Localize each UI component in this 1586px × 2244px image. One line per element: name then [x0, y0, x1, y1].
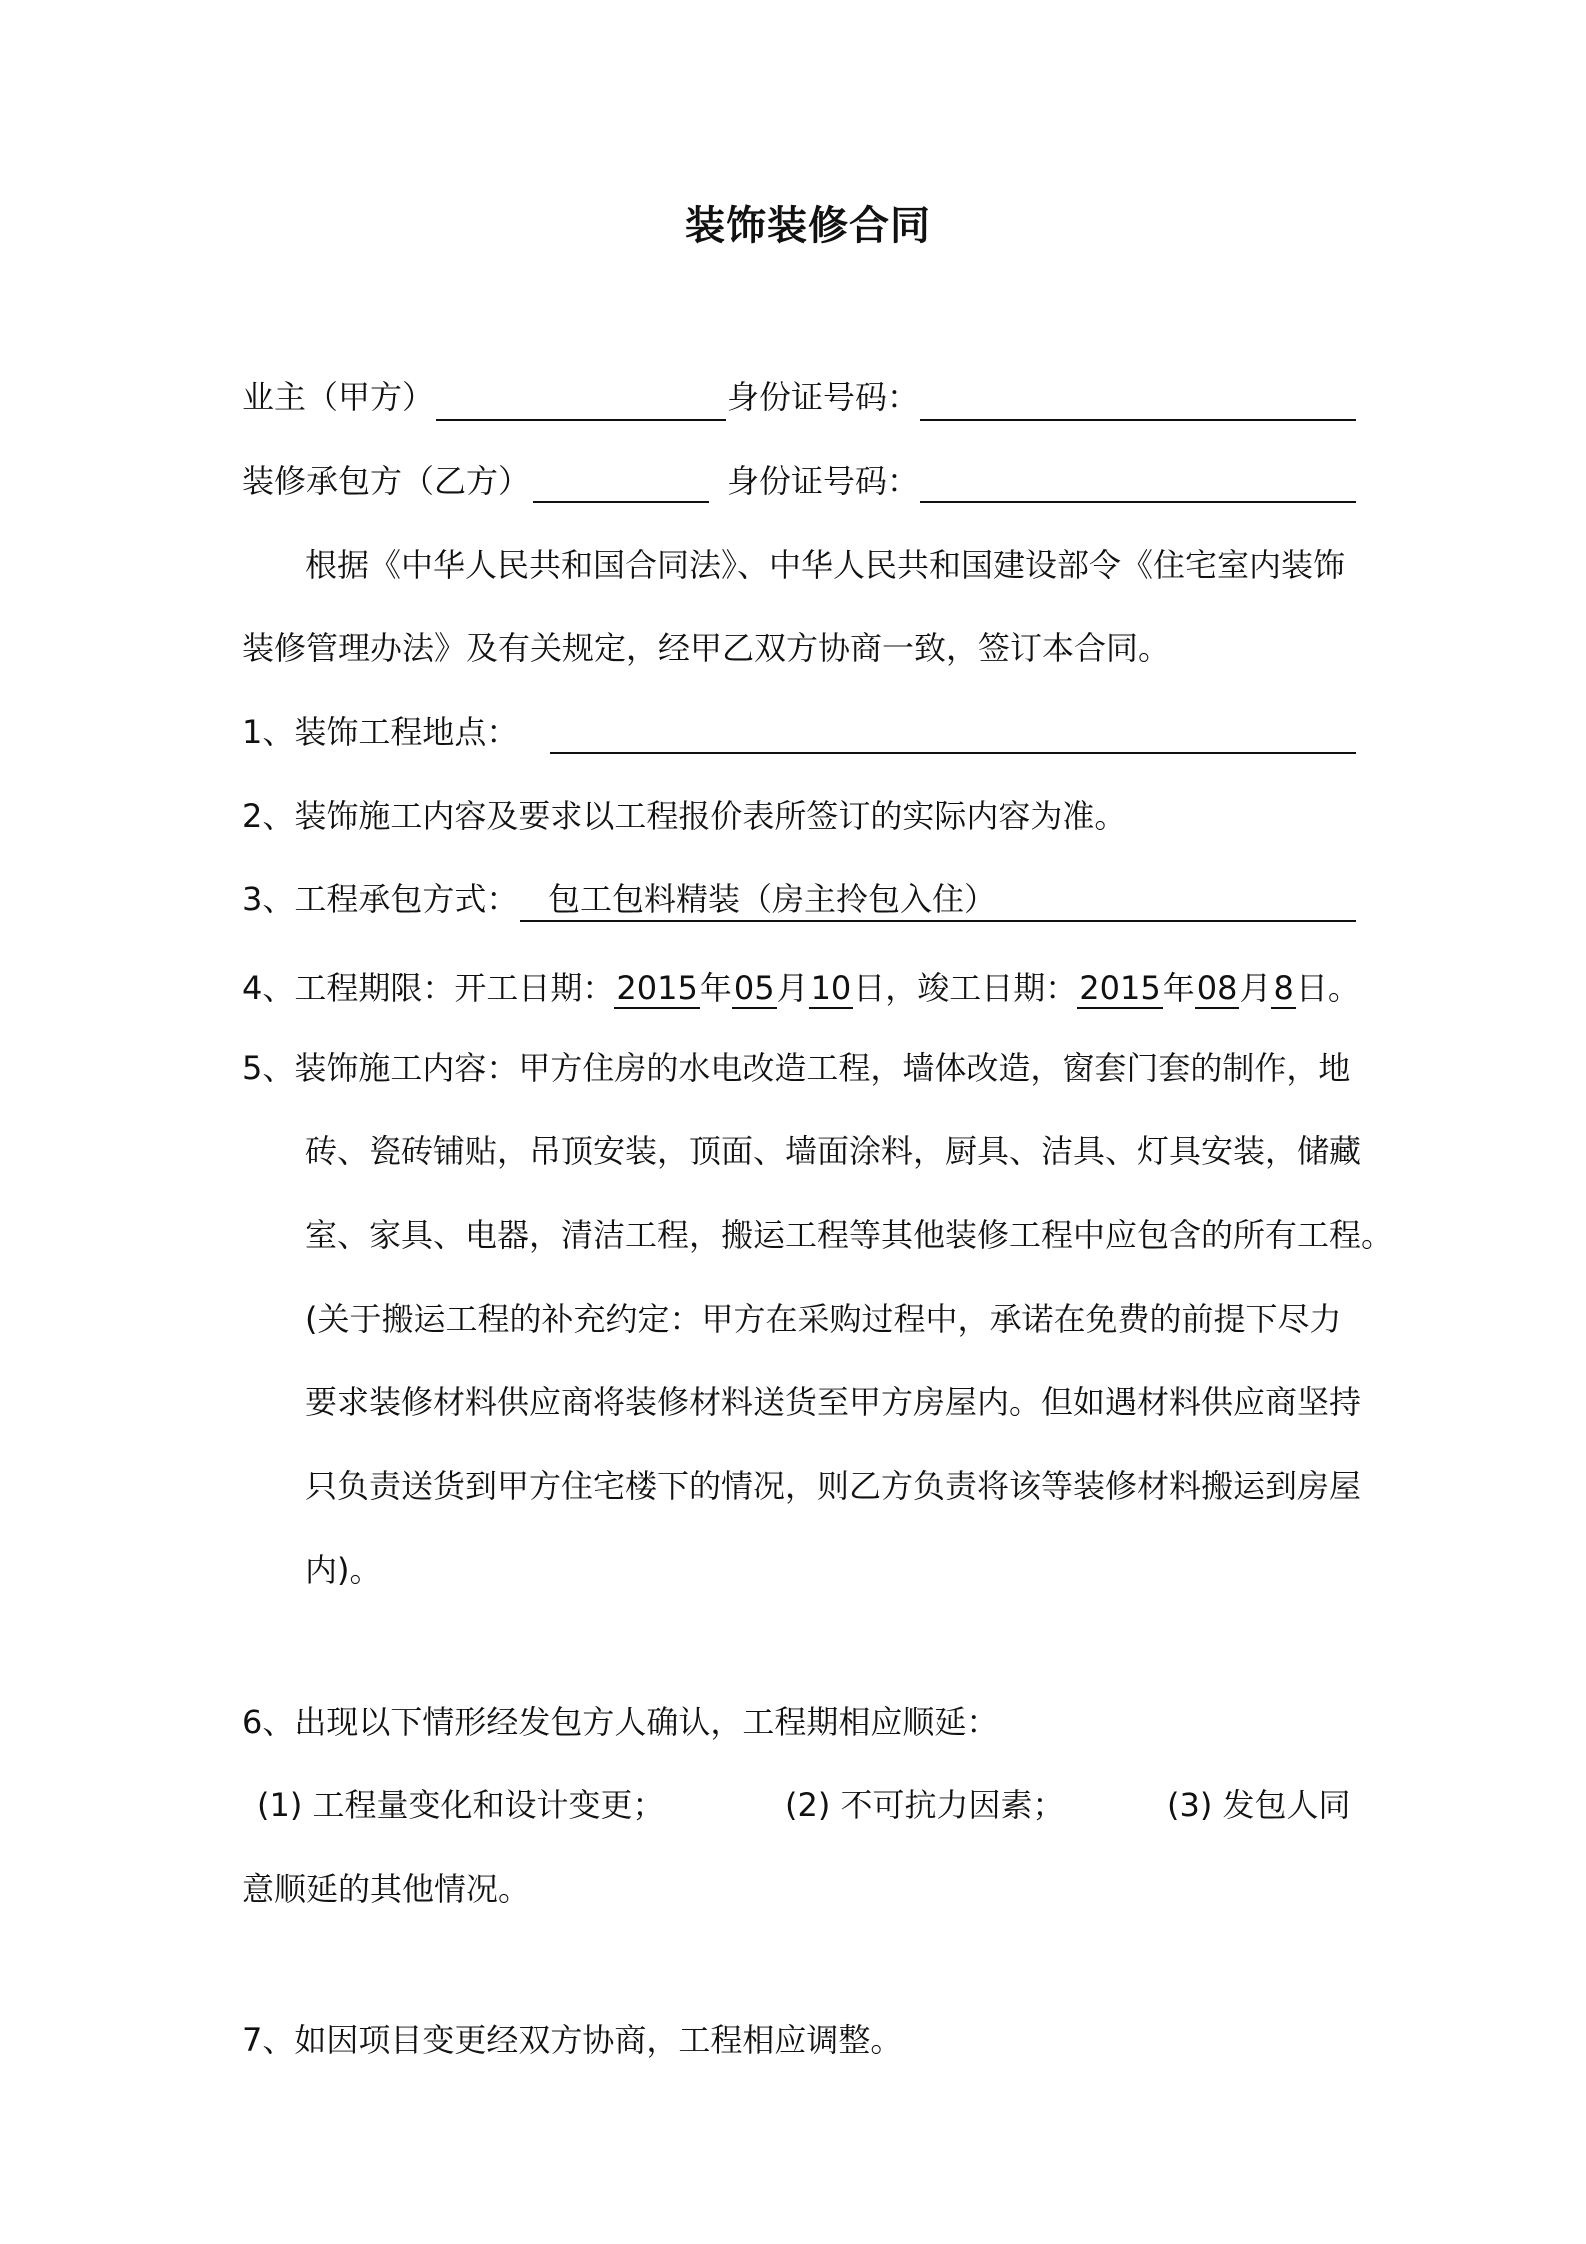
item-5-line-6: 只负责送货到甲方住宅楼下的情况，则乙方负责将该等装修材料搬运到房屋 — [305, 1467, 1362, 1505]
year-char-2: 年 — [1162, 969, 1195, 1007]
item-4-prefix: 4、工程期限：开工日期： — [242, 969, 615, 1007]
item-3-value: 包工包料精装（房主拎包入住） — [548, 880, 997, 918]
start-year: 2015 — [616, 969, 698, 1007]
item-5-line-2: 砖、瓷砖铺贴，吊顶安装，顶面、墙面涂料，厨具、洁具、灯具安装，储藏 — [305, 1132, 1362, 1170]
party-a-blank[interactable] — [436, 419, 726, 421]
party-a-id-blank[interactable] — [920, 419, 1356, 421]
day-mid: 日，竣工日期： — [853, 969, 1078, 1007]
month-char-2: 月 — [1239, 969, 1272, 1007]
end-day: 8 — [1273, 969, 1294, 1007]
item-1-label: 1、装饰工程地点： — [242, 713, 519, 751]
party-a-id-label: 身份证号码： — [727, 378, 920, 416]
party-b-blank[interactable] — [533, 501, 709, 503]
item-4-line — [242, 968, 1360, 1008]
item-5-line-3: 室、家具、电器，清洁工程，搬运工程等其他装修工程中应包含的所有工程。 — [305, 1216, 1394, 1254]
year-char: 年 — [699, 969, 732, 1007]
item-6-option-3: (3) 发包人同 — [1167, 1786, 1351, 1824]
start-month: 05 — [733, 969, 775, 1007]
end-year: 2015 — [1079, 969, 1161, 1007]
preamble-line-1: 根据《中华人民共和国合同法》、中华人民共和国建设部令《住宅室内装饰 — [305, 546, 1346, 584]
item-6-option-1: (1) 工程量变化和设计变更； — [257, 1786, 665, 1824]
item-6-option-2: (2) 不可抗力因素； — [785, 1786, 1065, 1824]
item-3-label: 3、工程承包方式： — [242, 880, 519, 918]
end-month: 08 — [1196, 969, 1238, 1007]
party-b-label: 装修承包方（乙方） — [242, 462, 531, 500]
item-5-line-4: (关于搬运工程的补充约定：甲方在采购过程中，承诺在免费的前提下尽力 — [305, 1300, 1342, 1338]
item-5-line-7: 内)。 — [305, 1551, 382, 1589]
document-title: 装饰装修合同 — [685, 203, 931, 249]
party-b-id-label: 身份证号码： — [727, 462, 920, 500]
party-b-id-blank[interactable] — [920, 501, 1356, 503]
item-3-underline — [520, 920, 1356, 922]
item-5-line-5: 要求装修材料供应商将装修材料送货至甲方房屋内。但如遇材料供应商坚持 — [305, 1383, 1362, 1421]
item-1-blank[interactable] — [550, 752, 1356, 754]
preamble-line-2: 装修管理办法》及有关规定，经甲乙双方协商一致，签订本合同。 — [242, 629, 1171, 667]
item-2-text: 2、装饰施工内容及要求以工程报价表所签订的实际内容为准。 — [242, 797, 1127, 835]
item-5-line-1: 5、装饰施工内容：甲方住房的水电改造工程，墙体改造，窗套门套的制作，地 — [242, 1049, 1351, 1087]
item-6-heading: 6、出现以下情形经发包方人确认，工程期相应顺延： — [242, 1703, 999, 1741]
day-end: 日。 — [1295, 969, 1360, 1007]
month-char: 月 — [776, 969, 809, 1007]
start-day: 10 — [810, 969, 852, 1007]
party-a-label: 业主（甲方） — [242, 378, 435, 416]
item-7-text: 7、如因项目变更经双方协商，工程相应调整。 — [242, 2021, 903, 2059]
item-6-continuation: 意顺延的其他情况。 — [242, 1870, 531, 1908]
